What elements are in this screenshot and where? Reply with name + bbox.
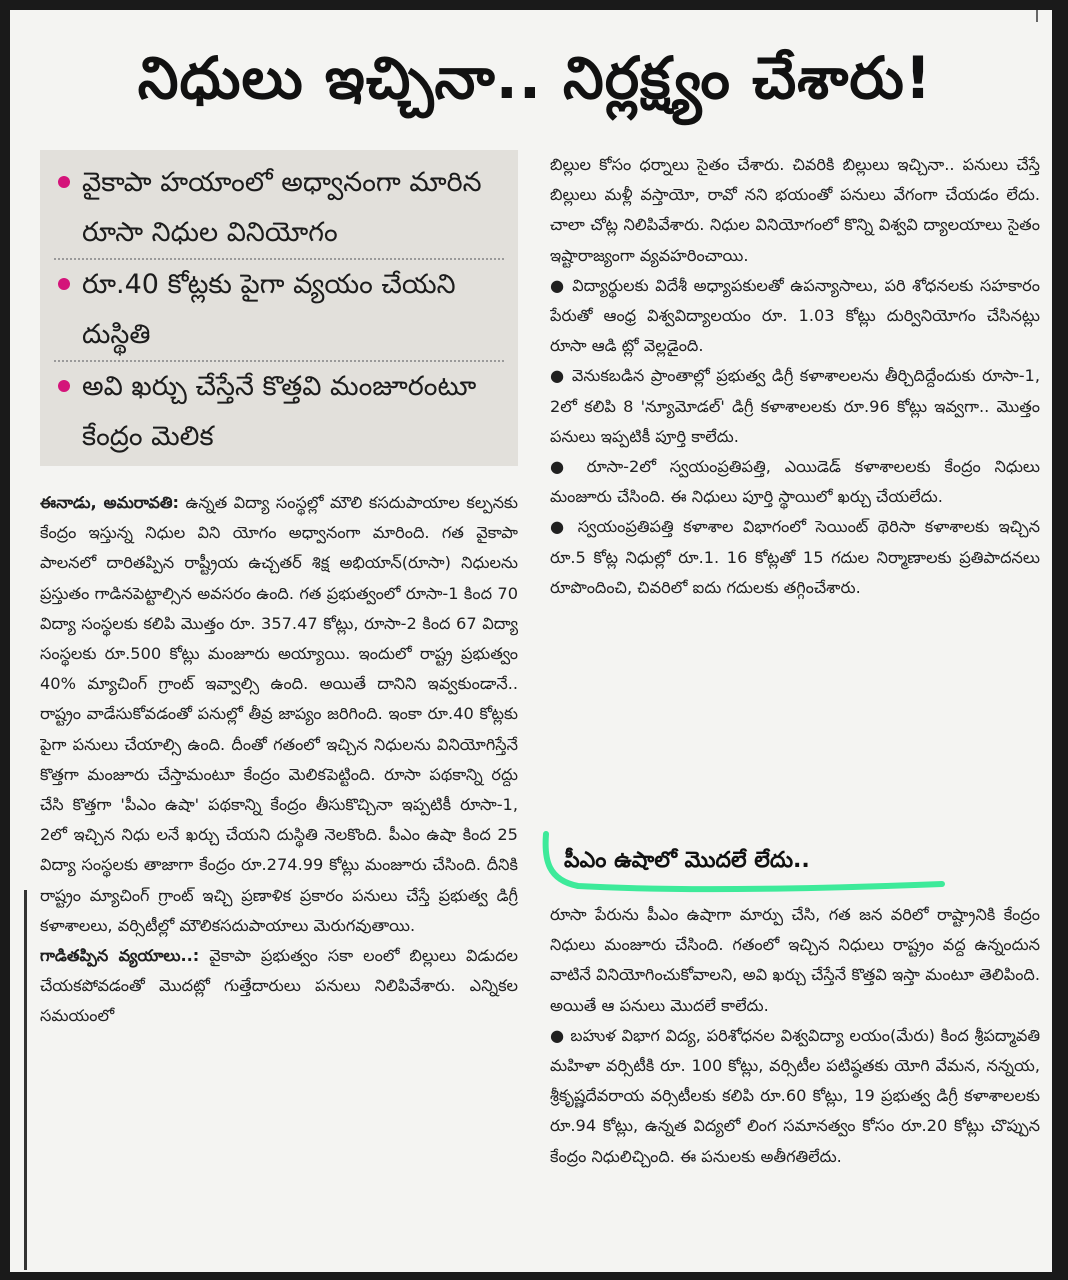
- paragraph: ● బహుళ విభాగ విద్య, పరిశోధనల విశ్వవిద్యా లయం(మేరు) కింద శ్రీపద్మావతి మహిళా వర్సిటీకి రూ. 100 కోట్లు, వర్సిటీల పటిష్ఠతకు యోగి వేమన, నన్నయ, శ్రీకృష్ణదేవరాయ వర్సిటీలకు కలిపి రూ.60 కోట్లు, 19 ప్రభుత్వ డిగ్రీ కళాశాలలకు రూ.94 కోట్లు, ఉన్నత విద్యలో లింగ సమానత్వం కోసం రూ.20 కోట్లు చొప్పున కేంద్రం నిధులిచ్చింది. ఈ పనులకు అతీగతిలేదు.: [550, 1025, 1040, 1166]
- subheading-text: పీఎం ఉషాలో మొదలే లేదు..: [564, 848, 810, 873]
- highlight-item: [54, 158, 504, 258]
- subheading: [550, 836, 1040, 886]
- highlight-item: [54, 258, 504, 360]
- bullet-icon: [58, 176, 70, 188]
- paragraph: [40, 488, 518, 941]
- paragraph: బిల్లుల కోసం ధర్నాలు సైతం చేశారు. చివరికి బిల్లులు ఇచ్చినా.. పనులు చేస్తే బిల్లులు మళ్లీ వస్తాయో, రావో నని భయంతో పనులు వేగంగా చేయడం లేదు. చాలా చోట్ల నిలిపివేశారు. నిధుల వినియోగంలో కొన్ని విశ్వవి ద్యాలయాలు సైతం ఇష్టారాజ్యంగా వ్యవహరించాయి.: [550, 155, 1040, 265]
- bullet-icon: [58, 278, 70, 290]
- dateline: ఈనాడు, అమరావతి:: [40, 493, 179, 512]
- highlight-text: వైకాపా హయాంలో అధ్వానంగా మారిన రూసా నిధుల వినియోగం: [82, 167, 482, 248]
- highlight-item: [54, 360, 504, 462]
- left-body: [40, 488, 518, 1268]
- paragraph: రూసా పేరును పీఎం ఉషాగా మార్పు చేసి, గత జన వరిలో రాష్ట్రానికి కేంద్రం నిధులు మంజూరు చేసింది. గతంలో ఇచ్చిన నిధులు రాష్ట్రం వద్ద ఉన్నందున వాటినే వినియోగించుకోవాలని, అవి ఖర్చు చేస్తేనే కొత్తవి ఇస్తా మంటూ తెలిపింది. అయితే ఆ పనులు మొదలే కాలేదు.: [550, 905, 1040, 1015]
- paragraph-text: ఉన్నత విద్యా సంస్థల్లో మౌలి కసదుపాయాల కల్పనకు కేంద్రం ఇస్తున్న నిధుల విని యోగం అధ్వానంగా మారింది. గత వైకాపా పాలనలో దారితప్పిన రాష్ట్రీయ ఉచ్చతర్ శిక్ష అభియాన్(రూసా) నిధులను ప్రస్తుతం గాడినపెట్టాల్సిన అవసరం ఉంది. గత ప్రభుత్వంలో రూసా-1 కింద 70 విద్యా సంస్థలకు కలిపి మొత్తం రూ. 357.47 కోట్లు, రూసా-2 కింద 67 విద్యా సంస్థలకు రూ.500 కోట్లు మంజూరు అయ్యాయి. ఇందులో రాష్ట్ర ప్రభుత్వం 40% మ్యాచింగ్ గ్రాంట్ ఇవ్వాల్సి ఉంది. అయితే దానిని ఇవ్వకుండానే.. రాష్ట్రం వాడేసుకోవడంతో పనుల్లో తీవ్ర జాప్యం జరిగింది. ఇంకా రూ.40 కోట్లకు పైగా పనులు చేయాల్సి ఉంది. దీంతో గతంలో ఇచ్చిన నిధులను వినియోగిస్తేనే కొత్తగా మంజూరు చేస్తామంటూ కేంద్రం మెలికపెట్టింది. రూసా పథకాన్ని రద్దు చేసి కొత్తగా 'పీఎం ఉషా' పథకాన్ని కేంద్రం తీసుకొచ్చినా ఇప్పటికీ రూసా-1, 2లో ఇచ్చిన నిధు లనే ఖర్చు చేయని దుస్థితి నెలకొంది. పీఎం ఉషా కింద 25 విద్యా సంస్థలకు తాజాగా కేంద్రం రూ.274.99 కోట్లు మంజూరు చేసింది. దీనికి రాష్ట్రం మ్యాచింగ్ గ్రాంట్ ఇచ్చి ప్రణాళిక ప్రకారం పనులు చేస్తే ప్రభుత్వ డిగ్రీ కళాశాలలు, వర్సిటీల్లో మౌలికసదుపాయాలు మెరుగవుతాయి.: [40, 493, 518, 935]
- paragraph: ● విద్యార్థులకు విదేశీ అధ్యాపకులతో ఉపన్యాసాలు, పరి శోధనలకు సహకారం పేరుతో ఆంధ్ర విశ్వవిద్యాలయం రూ. 1.03 కోట్లు దుర్వినియోగం చేసినట్లు రూసా ఆడి ట్లో వెల్లడైంది.: [550, 275, 1040, 356]
- right-column: [550, 150, 1040, 1272]
- bullet-icon: [58, 380, 70, 392]
- highlights-box: [40, 150, 518, 466]
- paragraph-lead: గాడితప్పిన వ్యయాలు..:: [40, 946, 200, 966]
- column-rule: [24, 890, 27, 1270]
- page-edge-mark: [1036, 10, 1038, 22]
- paragraph: ● స్వయంప్రతిపత్తి కళాశాల విభాగంలో సెయింట్ థెరిసా కళాశాలకు ఇచ్చిన రూ.5 కోట్ల నిధుల్లో రూ.1. 16 కోట్లతో 15 గదుల నిర్మాణాలకు ప్రతిపాదనలు రూపొందించి, చివరిలో ఐదు గదులకు తగ్గించేశారు.: [550, 517, 1040, 597]
- right-body-top: [550, 150, 1040, 830]
- left-column: [40, 150, 518, 1268]
- right-body-bottom: [550, 900, 1040, 1272]
- highlight-text: రూ.40 కోట్లకు పైగా వ్యయం చేయని దుస్థితి: [82, 269, 456, 350]
- newspaper-clipping: [10, 10, 1052, 1272]
- paragraph: ● వెనుకబడిన ప్రాంతాల్లో ప్రభుత్వ డిగ్రీ కళాశాలలను తీర్చిదిద్దేందుకు రూసా-1, 2లో కలిపి 8 'న్యూమోడల్' డిగ్రీ కళాశాలలకు రూ.96 కోట్లు ఇవ్వగా.. మొత్తం పనులు ఇప్పటికీ పూర్తి కాలేదు.: [550, 366, 1040, 446]
- paragraph-text: వైకాపా ప్రభుత్వం సకా లంలో బిల్లులు విడుదల చేయకపోవడంతో మొదట్లో గుత్తేదారులు పనులు నిలిపివేశారు. ఎన్నికల సమయంలో: [40, 946, 518, 1026]
- paragraph: ● రూసా-2లో స్వయంప్రతిపత్తి, ఎయిడెడ్ కళాశాలలకు కేంద్రం నిధులు మంజూరు చేసింది. ఈ నిధులు పూర్తి స్థాయిలో ఖర్చు చేయలేదు.: [550, 457, 1040, 507]
- highlight-text: అవి ఖర్చు చేస్తేనే కొత్తవి మంజూరంటూ కేంద్రం మెలిక: [82, 371, 477, 452]
- paragraph: [40, 941, 518, 1032]
- headline: నిధులు ఇచ్చినా.. నిర్లక్ష్యం చేశారు!: [137, 44, 933, 112]
